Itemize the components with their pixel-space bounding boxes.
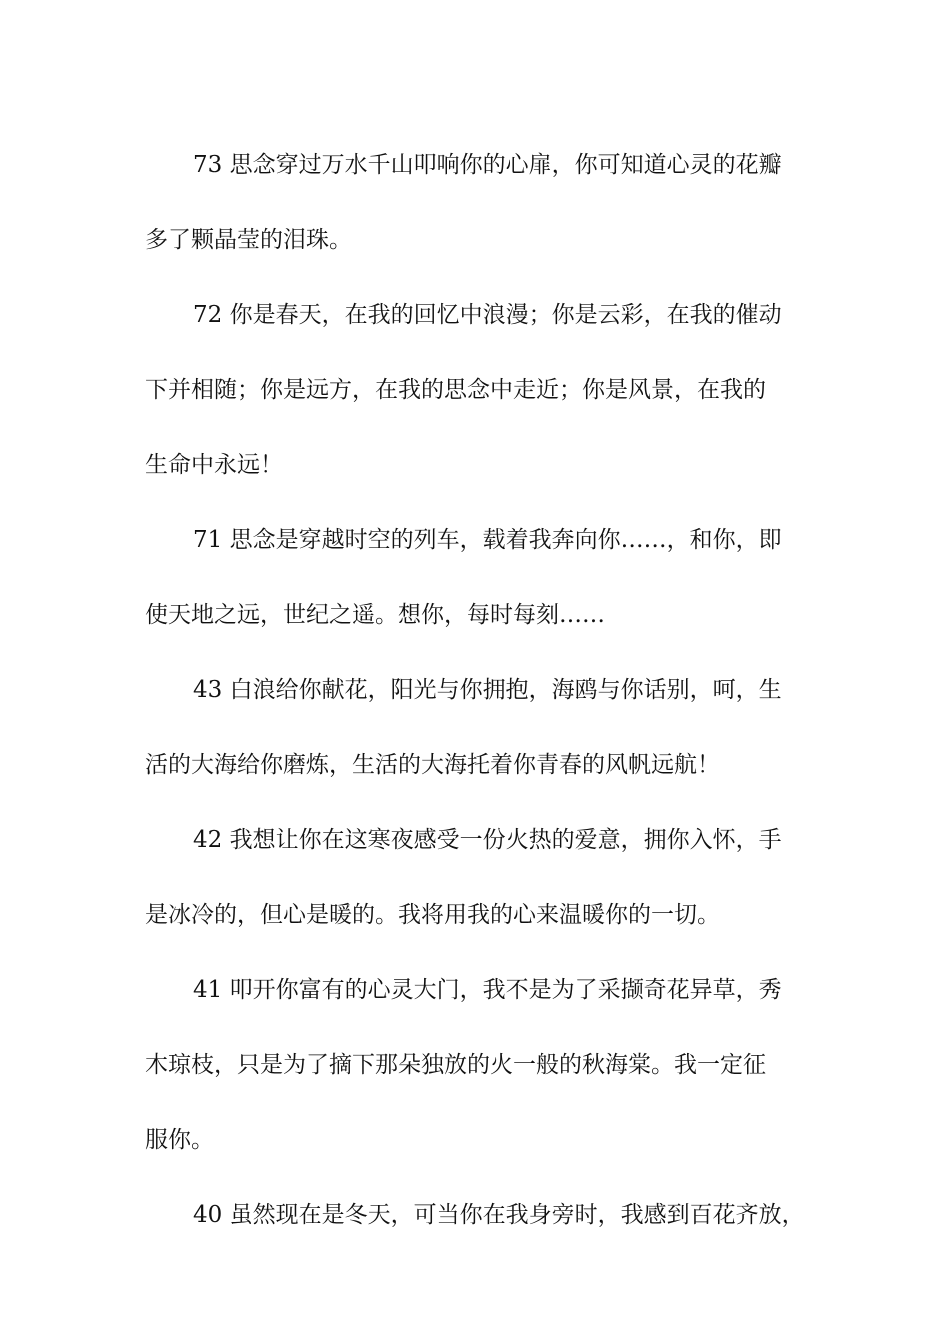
paragraph-71 [145, 503, 825, 653]
paragraph-line: 木琼枝，只是为了摘下那朵独放的火一般的秋海棠。我一定征 [145, 1052, 766, 1078]
document-body [145, 128, 825, 1253]
paragraph-42 [145, 803, 825, 953]
paragraph-line: 72 你是春天，在我的回忆中浪漫；你是云彩，在我的催动 [193, 302, 782, 328]
paragraph-line: 42 我想让你在这寒夜感受一份火热的爱意，拥你入怀，手 [193, 827, 782, 853]
paragraph-line: 43 白浪给你献花，阳光与你拥抱，海鸥与你话别，呵，生 [193, 677, 782, 703]
paragraph-line: 生命中永远！ [145, 452, 283, 478]
paragraph-line: 是冰冷的，但心是暖的。我将用我的心来温暖你的一切。 [145, 902, 720, 928]
paragraph-line: 73 思念穿过万水千山叩响你的心扉，你可知道心灵的花瓣 [193, 152, 782, 178]
paragraph-line: 多了颗晶莹的泪珠。 [145, 227, 352, 253]
paragraph-line: 活的大海给你磨炼，生活的大海托着你青春的风帆远航！ [145, 752, 720, 778]
paragraph-line: 下并相随；你是远方，在我的思念中走近；你是风景，在我的 [145, 377, 766, 403]
paragraph-line: 服你。 [145, 1127, 214, 1153]
paragraph-72 [145, 278, 825, 503]
paragraph-line: 40 虽然现在是冬天，可当你在我身旁时，我感到百花齐放， [193, 1202, 805, 1228]
paragraph-41 [145, 953, 825, 1178]
paragraph-line: 使天地之远，世纪之遥。想你，每时每刻…… [145, 602, 605, 628]
paragraph-43 [145, 653, 825, 803]
paragraph-73 [145, 128, 825, 278]
paragraph-line: 41 叩开你富有的心灵大门，我不是为了采撷奇花异草，秀 [193, 977, 782, 1003]
paragraph-line: 71 思念是穿越时空的列车，载着我奔向你……，和你，即 [193, 527, 782, 553]
paragraph-40 [145, 1178, 825, 1253]
